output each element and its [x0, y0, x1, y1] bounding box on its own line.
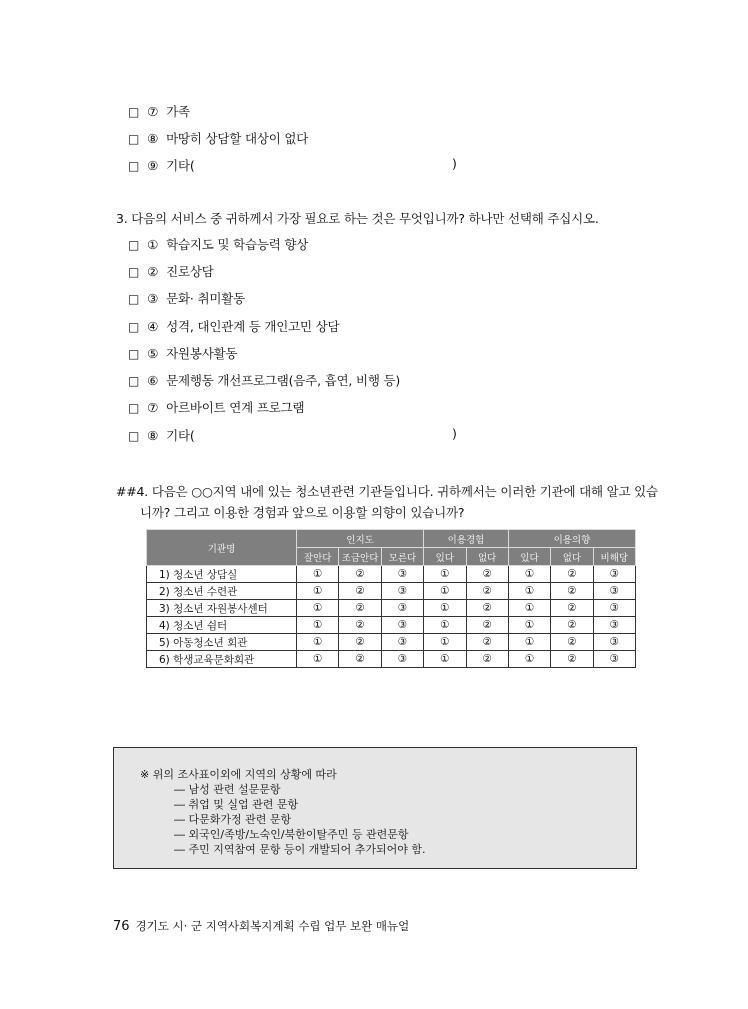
choice-cell[interactable]: ① — [424, 566, 466, 583]
choice-cell[interactable]: ② — [466, 583, 508, 600]
checkbox-icon[interactable]: □ — [128, 374, 140, 388]
question-3: 3. 다음의 서비스 중 귀하께서 가장 필요로 하는 것은 무엇입니까? 하나만 선택해 주십시오. — [116, 211, 599, 226]
table-row — [147, 583, 636, 600]
checkbox-icon[interactable]: □ — [128, 347, 140, 361]
institution-name: 4) 청소년 쉼터 — [147, 617, 297, 634]
note-lead: ※ 위의 조사표이외에 지역의 상황에 따라 — [140, 768, 337, 781]
note-item: ― 남성 관련 설문문항 — [174, 783, 281, 796]
q3-option-6[interactable] — [128, 371, 400, 389]
option-number: ③ — [147, 291, 159, 306]
checkbox-icon[interactable]: □ — [128, 238, 140, 252]
choice-cell[interactable]: ③ — [593, 617, 635, 634]
subheader: 모른다 — [381, 548, 423, 566]
note-item: ― 취업 및 실업 관련 문항 — [174, 798, 299, 811]
subheader: 잘안다 — [297, 548, 339, 566]
subheader: 없다 — [466, 548, 508, 566]
table-row — [147, 651, 636, 668]
choice-cell[interactable]: ② — [551, 566, 593, 583]
subheader: 조금안다 — [339, 548, 381, 566]
choice-cell[interactable]: ① — [297, 583, 339, 600]
table-row — [147, 634, 636, 651]
q3-option-4[interactable] — [128, 317, 339, 335]
choice-cell[interactable]: ② — [466, 617, 508, 634]
checkbox-icon[interactable]: □ — [128, 320, 140, 334]
choice-cell[interactable]: ③ — [381, 583, 423, 600]
note-item: ― 외국인/족방/노숙인/북한이탈주민 등 관련문항 — [174, 828, 409, 841]
choice-cell[interactable]: ③ — [381, 617, 423, 634]
choice-cell[interactable]: ① — [508, 634, 550, 651]
choice-cell[interactable]: ③ — [593, 651, 635, 668]
q3-option-8[interactable] — [128, 426, 195, 444]
choice-cell[interactable]: ① — [424, 634, 466, 651]
option-label: 문제행동 개선프로그램(음주, 흡연, 비행 등) — [166, 373, 401, 388]
option-number: ⑤ — [147, 346, 159, 361]
option-number: ① — [147, 237, 159, 252]
choice-cell[interactable]: ① — [424, 617, 466, 634]
subheader: 비해당 — [593, 548, 635, 566]
choice-cell[interactable]: ② — [339, 600, 381, 617]
option-number: ⑧ — [147, 131, 159, 146]
option-number: ⑧ — [147, 428, 159, 443]
choice-cell[interactable]: ① — [508, 583, 550, 600]
choice-cell[interactable]: ③ — [381, 634, 423, 651]
choice-cell[interactable]: ② — [466, 566, 508, 583]
q3-option-7[interactable] — [128, 398, 304, 416]
subheader: 있다 — [508, 548, 550, 566]
choice-cell[interactable]: ① — [508, 617, 550, 634]
choice-cell[interactable]: ① — [424, 600, 466, 617]
choice-cell[interactable]: ② — [339, 583, 381, 600]
choice-cell[interactable]: ① — [297, 566, 339, 583]
option-label: 가족 — [166, 104, 190, 119]
option-label: 문화· 취미활동 — [166, 291, 245, 306]
checkbox-icon[interactable]: □ — [128, 401, 140, 415]
header-usage-intention: 이용의향 — [508, 530, 635, 548]
q3-option-2[interactable] — [128, 262, 214, 280]
question-4-line-1: ##4. 다음은 ○○지역 내에 있는 청소년관련 기관들입니다. 귀하께서는 이러한 기관에 대해 알고 있습 — [116, 484, 658, 499]
table-row — [147, 600, 636, 617]
institution-name: 1) 청소년 상담실 — [147, 566, 297, 583]
q3-option-1[interactable] — [128, 235, 308, 253]
checkbox-icon[interactable]: □ — [128, 292, 140, 306]
option-no-one[interactable] — [128, 129, 308, 147]
choice-cell[interactable]: ③ — [593, 600, 635, 617]
q3-other-close-paren: ) — [452, 426, 457, 441]
checkbox-icon[interactable]: □ — [128, 159, 140, 173]
choice-cell[interactable]: ① — [424, 583, 466, 600]
choice-cell[interactable]: ① — [297, 651, 339, 668]
subheader: 있다 — [424, 548, 466, 566]
choice-cell[interactable]: ③ — [381, 600, 423, 617]
choice-cell[interactable]: ② — [551, 634, 593, 651]
option-label: 마땅히 상담할 대상이 없다 — [166, 131, 309, 146]
institution-table — [146, 529, 636, 668]
choice-cell[interactable]: ① — [297, 600, 339, 617]
choice-cell[interactable]: ① — [424, 651, 466, 668]
option-number: ⑦ — [147, 104, 159, 119]
option-label: 성격, 대인관계 등 개인고민 상담 — [166, 319, 340, 334]
q3-option-3[interactable] — [128, 289, 245, 307]
note-box — [113, 747, 637, 869]
header-usage-experience: 이용경험 — [424, 530, 509, 548]
institution-name: 2) 청소년 수련관 — [147, 583, 297, 600]
institution-name: 5) 아동청소년 회관 — [147, 634, 297, 651]
choice-cell[interactable]: ② — [339, 651, 381, 668]
subheader: 없다 — [551, 548, 593, 566]
choice-cell[interactable]: ② — [466, 600, 508, 617]
institution-name: 6) 학생교육문화회관 — [147, 651, 297, 668]
table-row — [147, 617, 636, 634]
header-institution: 기관명 — [147, 530, 297, 566]
choice-cell[interactable]: ③ — [593, 634, 635, 651]
choice-cell[interactable]: ① — [508, 651, 550, 668]
question-4-line-2: 니까? 그리고 이용한 경험과 앞으로 이용할 의향이 있습니까? — [140, 505, 465, 520]
choice-cell[interactable]: ② — [466, 634, 508, 651]
other-close-paren: ) — [452, 156, 457, 171]
footer-title: 경기도 시· 군 지역사회복지계획 수립 업무 보완 매뉴얼 — [135, 919, 410, 933]
note-item: ― 주민 지역참여 문항 등이 개발되어 추가되어야 함. — [174, 843, 426, 856]
option-label: 진로상담 — [166, 264, 214, 279]
checkbox-icon[interactable]: □ — [128, 265, 140, 279]
checkbox-icon[interactable]: □ — [128, 105, 140, 119]
note-item: ― 다문화가정 관련 문항 — [174, 813, 292, 826]
option-number: ⑨ — [147, 158, 159, 173]
choice-cell[interactable]: ① — [508, 566, 550, 583]
choice-cell[interactable]: ① — [508, 600, 550, 617]
institution-name: 3) 청소년 자원봉사센터 — [147, 600, 297, 617]
checkbox-icon[interactable]: □ — [128, 132, 140, 146]
option-family[interactable] — [128, 102, 190, 120]
option-number: ⑥ — [147, 373, 159, 388]
checkbox-icon[interactable]: □ — [128, 429, 140, 443]
choice-cell[interactable]: ② — [339, 634, 381, 651]
option-number: ② — [147, 264, 159, 279]
header-awareness: 인지도 — [297, 530, 424, 548]
table-row — [147, 566, 636, 583]
page-footer — [113, 918, 409, 934]
choice-cell[interactable]: ① — [297, 617, 339, 634]
choice-cell[interactable]: ② — [466, 651, 508, 668]
choice-cell[interactable]: ② — [551, 617, 593, 634]
option-other[interactable] — [128, 156, 195, 174]
choice-cell[interactable]: ③ — [381, 566, 423, 583]
choice-cell[interactable]: ② — [551, 651, 593, 668]
choice-cell[interactable]: ② — [551, 583, 593, 600]
option-label: 기타( — [166, 428, 195, 443]
choice-cell[interactable]: ② — [339, 566, 381, 583]
choice-cell[interactable]: ① — [297, 634, 339, 651]
option-label: 아르바이트 연계 프로그램 — [166, 400, 305, 415]
q3-option-5[interactable] — [128, 344, 237, 362]
choice-cell[interactable]: ③ — [593, 566, 635, 583]
option-number: ⑦ — [147, 400, 159, 415]
option-label: 기타( — [166, 158, 195, 173]
option-label: 학습지도 및 학습능력 향상 — [166, 237, 309, 252]
option-label: 자원봉사활동 — [166, 346, 238, 361]
option-number: ④ — [147, 319, 159, 334]
choice-cell[interactable]: ② — [339, 617, 381, 634]
choice-cell[interactable]: ② — [551, 600, 593, 617]
choice-cell[interactable]: ③ — [593, 583, 635, 600]
page-number: 76 — [113, 919, 130, 934]
choice-cell[interactable]: ③ — [381, 651, 423, 668]
